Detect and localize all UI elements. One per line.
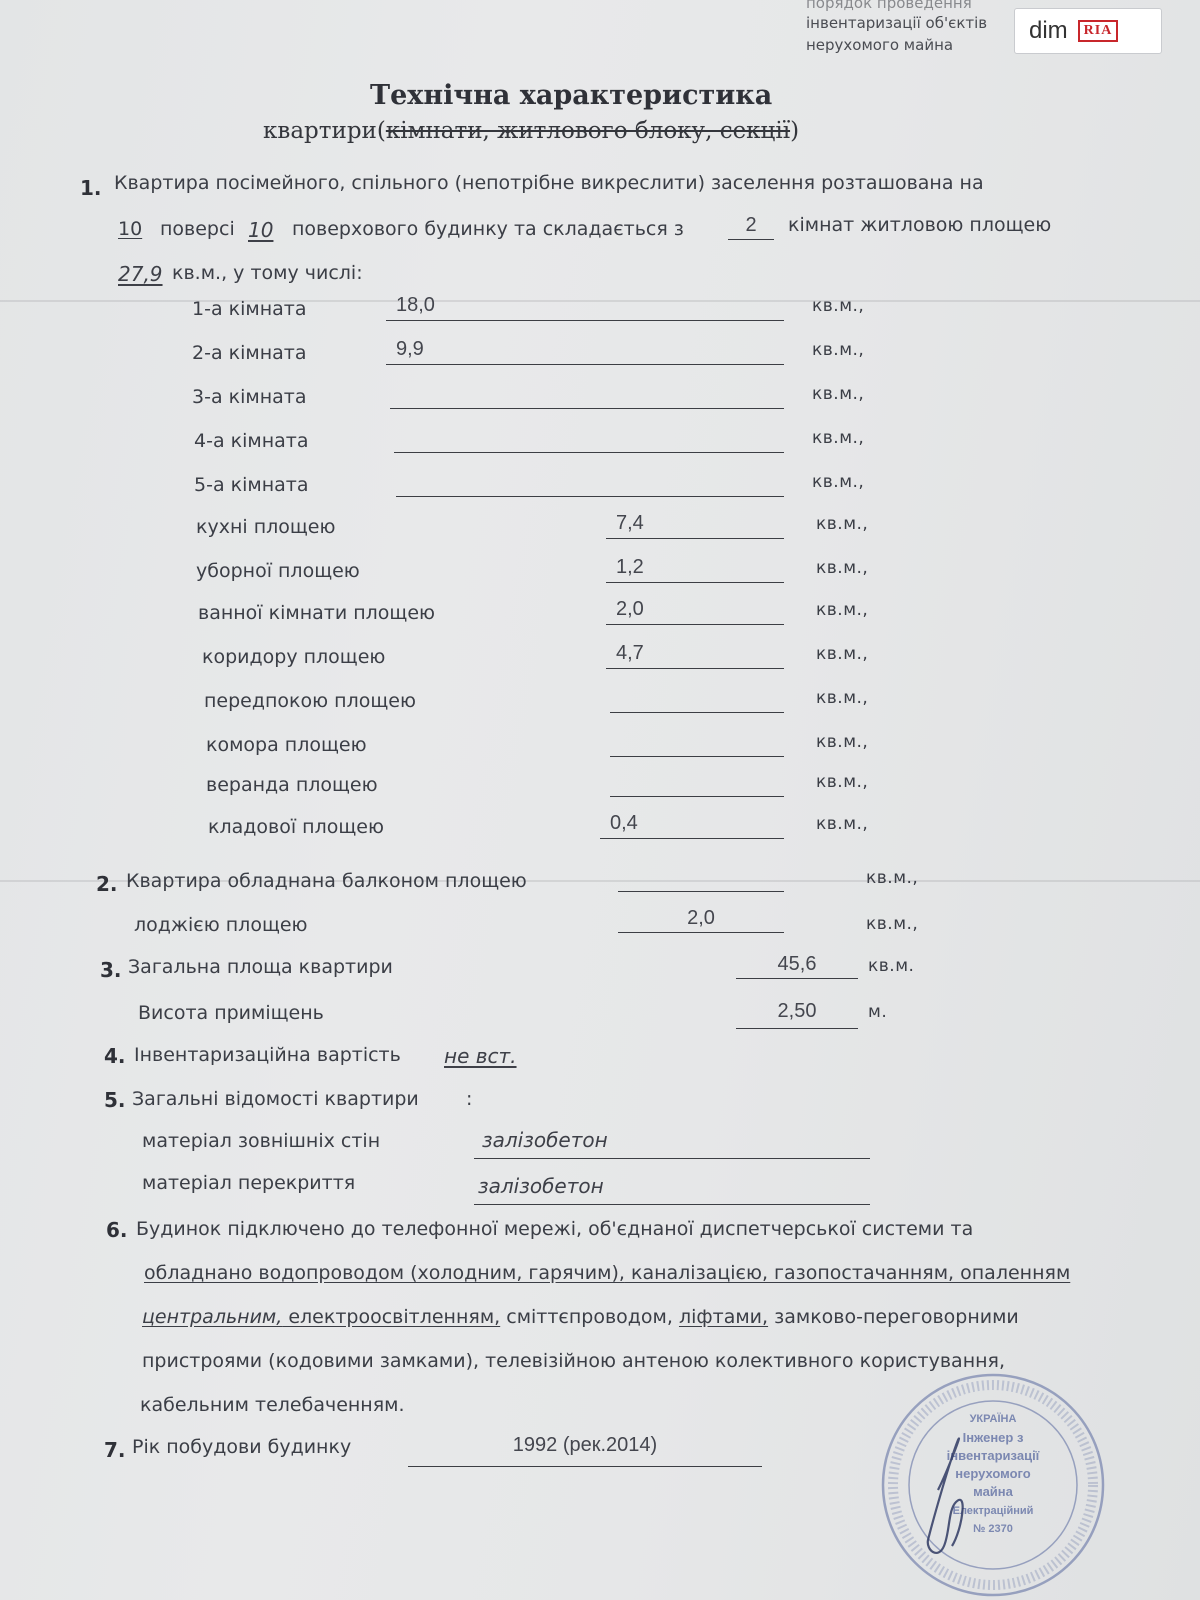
row-label: кладової площею (208, 816, 384, 838)
row-fill-line (386, 320, 784, 321)
row-fill-line (600, 838, 784, 839)
row-value: 9,9 (396, 338, 424, 360)
floor-value: 10 (118, 218, 143, 240)
row-value: 7,4 (616, 512, 644, 534)
loggia-value: 2,0 (687, 907, 715, 929)
living-area-value: 27,9 (118, 262, 163, 286)
item4-number: 4. (104, 1044, 126, 1068)
row-label: 1-а кімната (192, 298, 307, 320)
row-value: 0,4 (610, 812, 638, 834)
height-label: Висота приміщень (138, 1002, 324, 1024)
row-unit: кв.м., (816, 732, 869, 752)
building-text: поверхового будинку та складається з (292, 218, 684, 240)
row-unit: кв.м., (816, 772, 869, 792)
row-label: уборної площею (196, 560, 360, 582)
row-fill-line (386, 364, 784, 365)
watermark-dim: dim (1029, 17, 1068, 44)
stamp-line3: нерухомого (955, 1466, 1031, 1481)
item6-line3c: сміттєпроводом, (500, 1306, 679, 1328)
living-area (118, 262, 163, 286)
item1-number: 1. (80, 176, 102, 200)
item6-line2b: каналізацією, газопостачанням, опаленням (624, 1262, 1071, 1284)
row-unit: кв.м., (816, 814, 869, 834)
item6-number: 6. (106, 1218, 128, 1242)
header-note-line3: нерухомого майна (806, 36, 954, 54)
row-unit: кв.м., (816, 644, 869, 664)
walls-line (474, 1158, 870, 1159)
row-value: 1,2 (616, 556, 644, 578)
height-unit: м. (868, 1002, 888, 1022)
row-unit: кв.м., (816, 514, 869, 534)
item6-line1: Будинок підключено до телефонної мережі, об'єднаної диспетчерської системи та (136, 1218, 974, 1240)
item1-text: Квартира посімейного, спільного (непотрібне викреслити) заселення розташована на (114, 172, 984, 194)
item2-number: 2. (96, 872, 118, 896)
item6-line3b: електроосвітленням, (282, 1306, 501, 1328)
row-fill-line (610, 796, 784, 797)
row-label: комора площею (206, 734, 367, 756)
row-fill-line (396, 496, 784, 497)
official-stamp (878, 1370, 1108, 1600)
rooms-line (728, 239, 774, 240)
total-area-value: 45,6 (777, 953, 817, 975)
row-fill-line (390, 408, 784, 409)
item6-line3a: центральним, (142, 1306, 283, 1328)
item6-line2a: обладнано водопроводом (холодним, гарячим), (144, 1262, 625, 1284)
subtitle-struck: кімнати, житлового блоку, секції (385, 118, 791, 144)
ceiling-line (474, 1204, 870, 1205)
rooms-value: 2 (745, 214, 757, 236)
stamp-line4: майна (973, 1484, 1013, 1499)
row-label: 5-а кімната (194, 474, 309, 496)
row-label: веранда площею (206, 774, 378, 796)
item6-line5: кабельним телебаченням. (140, 1394, 405, 1416)
document-subtitle (263, 118, 799, 144)
stamp-country: УКРАЇНА (969, 1413, 1017, 1425)
item6-line3d: ліфтами, (678, 1306, 769, 1328)
row-unit: кв.м., (812, 428, 865, 448)
row-label: кухні площею (196, 516, 336, 538)
row-value: 2,0 (616, 598, 644, 620)
item7-number: 7. (104, 1438, 126, 1462)
row-fill-line (610, 756, 784, 757)
inventory-cost-value: не вст. (444, 1044, 517, 1068)
item6-line2 (144, 1262, 1070, 1284)
row-fill-line (394, 452, 784, 453)
row-label: 2-а кімната (192, 342, 307, 364)
balcony-label: Квартира обладнана балконом площею (126, 870, 527, 892)
row-unit: кв.м., (816, 600, 869, 620)
header-note-line1: порядок проведення (806, 0, 972, 12)
stamp-line2: інвентаризації (946, 1448, 1040, 1463)
total-area-line (736, 978, 858, 979)
total-area-label: Загальна площа квартири (128, 956, 393, 978)
document-title: Технічна характеристика (370, 80, 773, 111)
dim-ria-watermark (1014, 8, 1162, 54)
item3-number: 3. (100, 958, 122, 982)
row-unit: кв.м., (812, 296, 865, 316)
height-value: 2,50 (777, 1000, 817, 1022)
row-label: ванної кімнати площею (198, 602, 436, 624)
row-unit: кв.м., (812, 340, 865, 360)
row-unit: кв.м., (812, 472, 865, 492)
stamp-line5: Електраційний (952, 1505, 1034, 1517)
item1-floor (118, 218, 142, 240)
floors-total-value: 10 (248, 218, 274, 242)
row-fill-line (606, 624, 784, 625)
row-value: 4,7 (616, 642, 644, 664)
subtitle-close: ) (790, 118, 800, 144)
item5-number: 5. (104, 1088, 126, 1112)
watermark-ria: RIA (1078, 20, 1119, 42)
floor-label: поверсі (160, 218, 235, 240)
item6-line3e: замково-переговорними (768, 1306, 1019, 1328)
total-area-unit: кв.м. (868, 956, 915, 976)
paper-fold (0, 300, 1200, 302)
inventory-cost (444, 1044, 517, 1068)
general-info-label: Загальні відомості квартири (132, 1088, 419, 1110)
stamp-line1: Інженер з (962, 1430, 1024, 1445)
build-year-line (408, 1466, 762, 1467)
row-label: 3-а кімната (192, 386, 307, 408)
row-unit: кв.м., (812, 384, 865, 404)
general-info-colon: : (466, 1088, 473, 1110)
rooms-text: кімнат житловою площею (788, 214, 1052, 236)
stamp-line6: № 2370 (973, 1523, 1013, 1535)
row-label: 4-а кімната (194, 430, 309, 452)
row-fill-line (606, 582, 784, 583)
row-fill-line (606, 538, 784, 539)
floors-total (248, 218, 273, 242)
row-unit: кв.м., (816, 688, 869, 708)
item6-line3 (142, 1306, 1019, 1328)
ceiling-value: залізобетон (478, 1174, 604, 1198)
subtitle-normal: квартири( (263, 118, 386, 144)
balcony-unit: кв.м., (866, 868, 919, 888)
walls-value: залізобетон (482, 1128, 608, 1152)
loggia-label: лоджією площею (134, 914, 308, 936)
balcony-line (618, 891, 784, 892)
header-note-line2: інвентаризації об'єктів (806, 14, 988, 32)
including-text: кв.м., у тому числі: (172, 262, 363, 284)
inventory-cost-label: Інвентаризаційна вартість (134, 1044, 401, 1066)
build-year-label: Рік побудови будинку (132, 1436, 352, 1458)
walls-label: матеріал зовнішніх стін (142, 1130, 381, 1152)
ceiling-label: матеріал перекриття (142, 1172, 356, 1194)
row-value: 18,0 (396, 294, 435, 316)
item6-line4: пристроями (кодовими замками), телевізійною антеною колективного користування, (142, 1350, 1006, 1372)
build-year-value: 1992 (рек.2014) (512, 1434, 658, 1456)
row-fill-line (606, 668, 784, 669)
row-label: передпокою площею (204, 690, 416, 712)
loggia-line (618, 932, 784, 933)
row-fill-line (610, 712, 784, 713)
row-label: коридору площею (202, 646, 386, 668)
loggia-unit: кв.м., (866, 914, 919, 934)
row-unit: кв.м., (816, 558, 869, 578)
height-line (736, 1028, 858, 1029)
